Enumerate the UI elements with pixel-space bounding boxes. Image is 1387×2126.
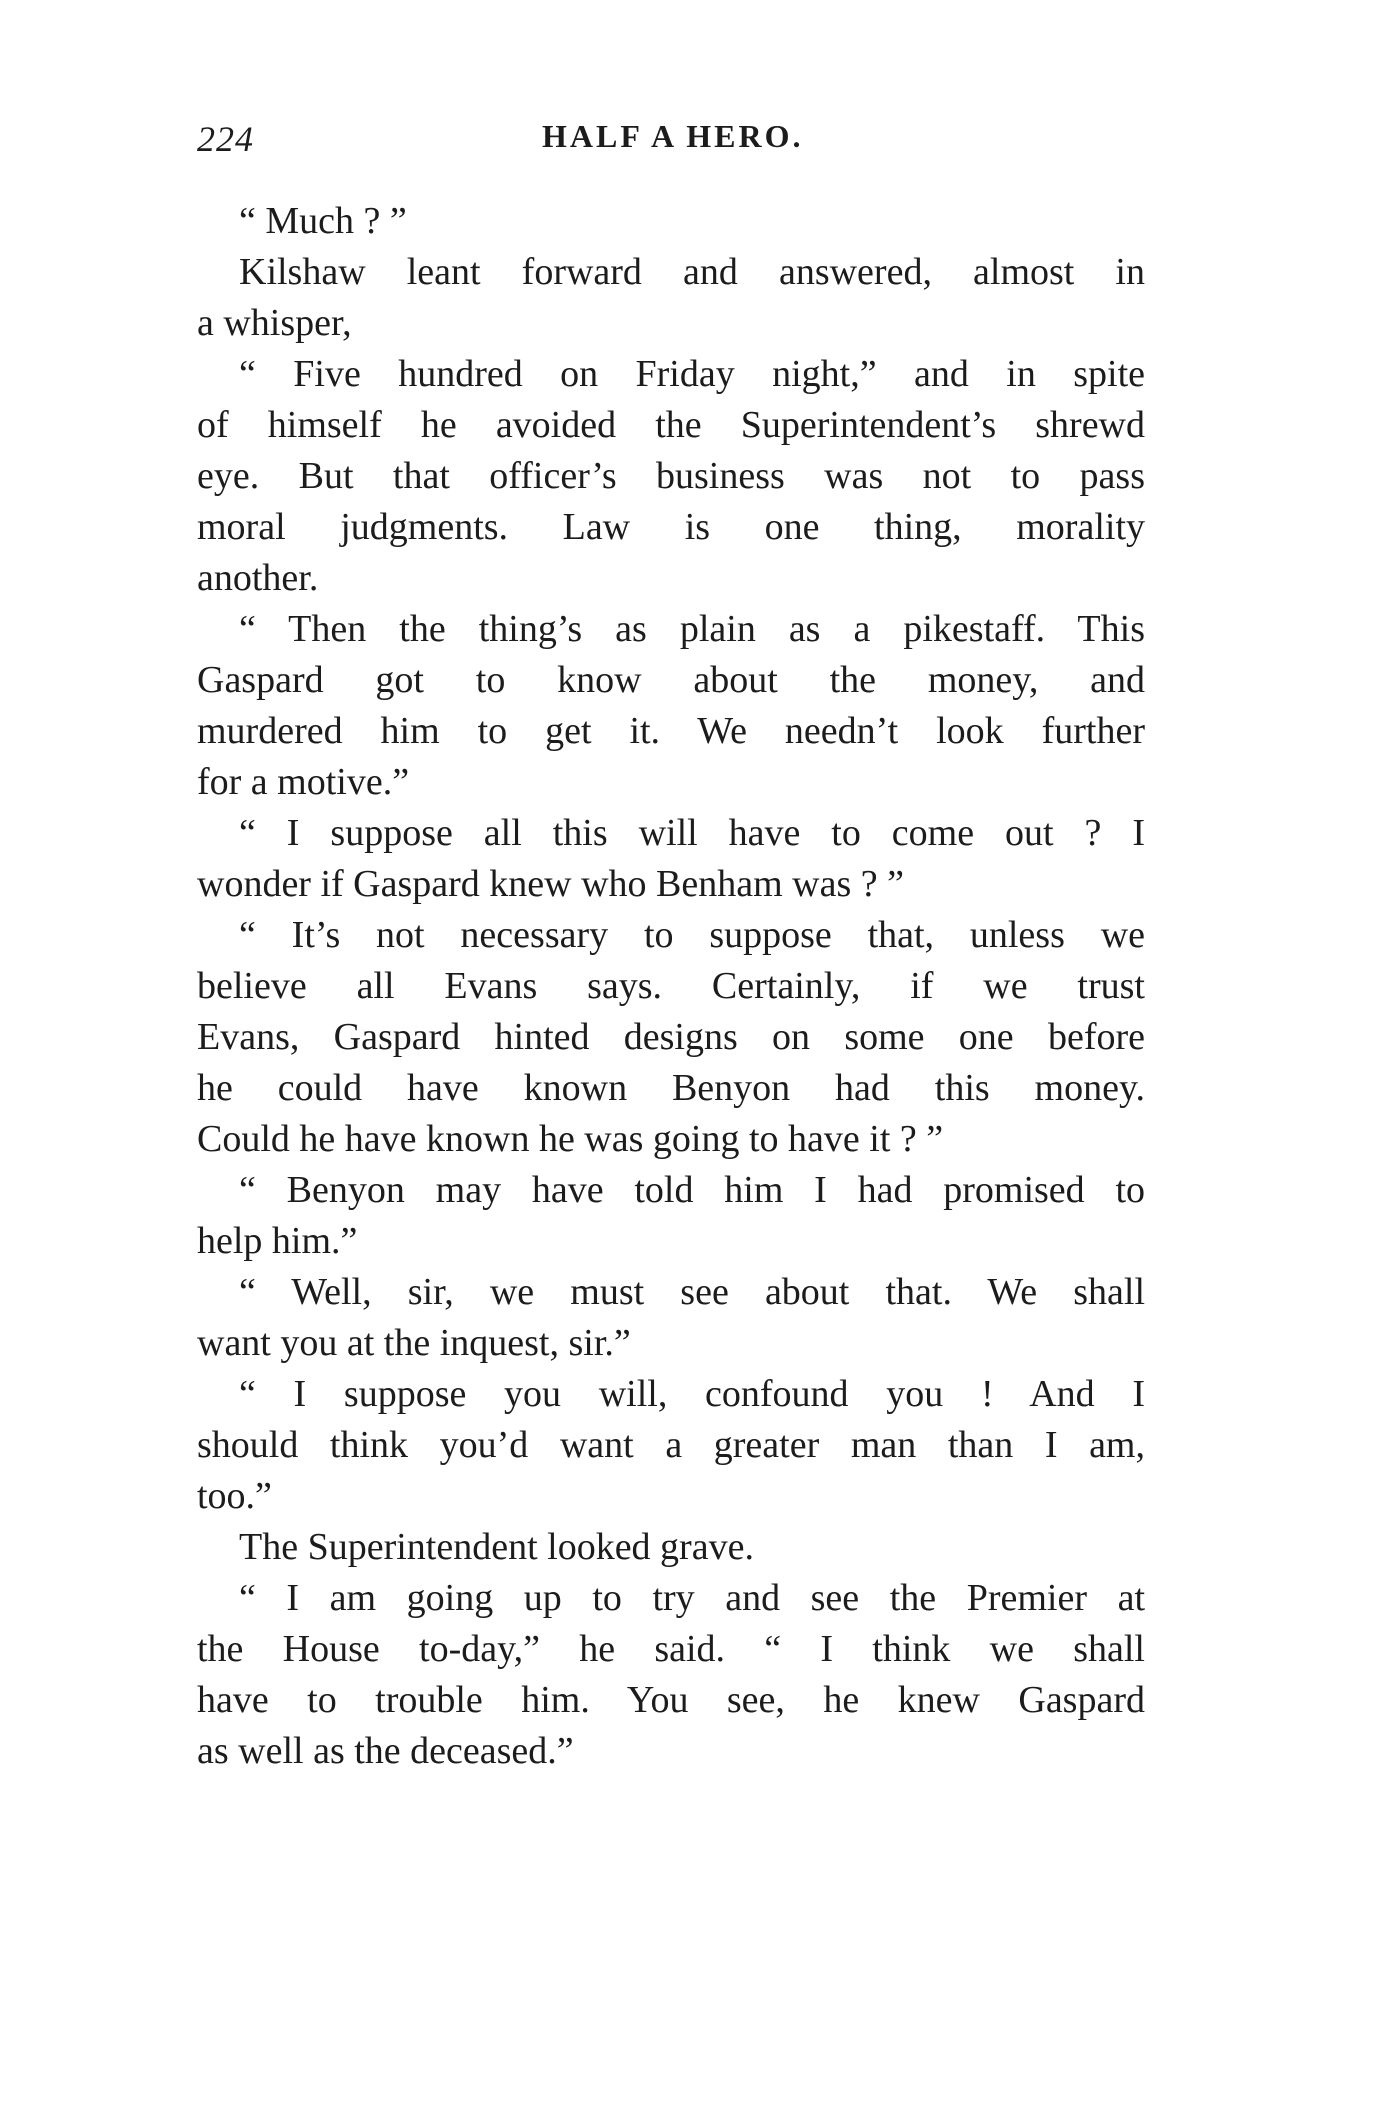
text-line: want you at the inquest, sir.” [197,1322,631,1364]
text-line: murdered him to get it. We needn’t look further [197,710,1145,752]
text-line: Gaspard got to know about the money, and [197,659,1145,701]
text-line: he could have known Benyon had this money. [197,1067,1145,1109]
text-line: moral judgments. Law is one thing, morality [197,506,1145,548]
text-line: eye. But that officer’s business was not to pass [197,455,1145,497]
text-line: Kilshaw leant forward and answered, almost in [239,251,1145,293]
running-head [197,118,1145,168]
text-line: Evans, Gaspard hinted designs on some one before [197,1016,1145,1058]
text-line: should think you’d want a greater man than I am, [197,1424,1145,1466]
text-line: a whisper, [197,302,352,344]
text-line: “ I suppose you will, confound you ! And I [239,1373,1145,1415]
text-line: believe all Evans says. Certainly, if we trust [197,965,1145,1007]
text-line: help him.” [197,1220,358,1262]
page-number: 224 [197,119,254,159]
text-line: “ It’s not necessary to suppose that, unless we [239,914,1145,956]
text-line: “ Benyon may have told him I had promised to [239,1169,1145,1211]
text-line: for a motive.” [197,761,410,803]
text-line: too.” [197,1475,272,1517]
text-line: The Superintendent looked grave. [239,1526,754,1568]
text-line: the House to-day,” he said. “ I think we shall [197,1628,1145,1670]
running-title: HALF A HERO. [542,118,804,154]
text-line: “ Then the thing’s as plain as a pikestaff. This [239,608,1145,650]
text-line: as well as the deceased.” [197,1730,574,1772]
text-line: “ Well, sir, we must see about that. We shall [239,1271,1145,1313]
text-line: “ I am going up to try and see the Premier at [239,1577,1145,1619]
text-line: “ Five hundred on Friday night,” and in spite [239,353,1145,395]
text-line: have to trouble him. You see, he knew Gaspard [197,1679,1145,1721]
text-line: Could he have known he was going to have it ? ” [197,1118,944,1160]
text-line: of himself he avoided the Superintendent’s shrewd [197,404,1145,446]
text-line: wonder if Gaspard knew who Benham was ? ” [197,863,905,905]
body-text [197,196,1145,1777]
text-line: “ Much ? ” [239,200,407,242]
text-line: another. [197,557,319,599]
text-line: “ I suppose all this will have to come out ? I [239,812,1145,854]
